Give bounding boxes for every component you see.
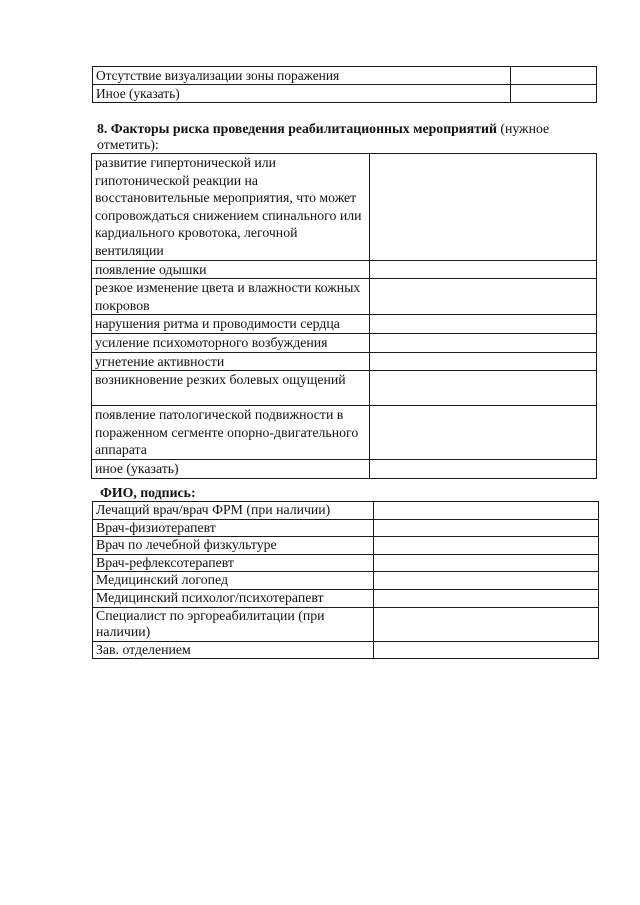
table-row: [92, 459, 597, 478]
table-row: [93, 67, 597, 85]
table-cell-value[interactable]: [511, 85, 597, 103]
signature-role-label: Врач-рефлексотерапевт: [93, 554, 374, 572]
table-row: [92, 333, 597, 352]
risk-factor-mark-cell[interactable]: [370, 315, 597, 334]
table-row: [92, 371, 597, 406]
signature-role-label: Зав. отделением: [93, 641, 374, 659]
signature-cell[interactable]: [374, 519, 599, 537]
risk-factor-label: появление патологической подвижности в пораженном сегменте опорно-двигательного аппарата: [92, 406, 370, 460]
signature-cell[interactable]: [374, 607, 599, 641]
signature-cell[interactable]: [374, 537, 599, 555]
signature-cell[interactable]: [374, 554, 599, 572]
risk-factor-mark-cell[interactable]: [370, 279, 597, 315]
section-8-heading-normal: (нужное отметить):: [97, 121, 550, 152]
signature-role-label: Специалист по эргореабилитации (при наличии): [93, 607, 374, 641]
risk-factor-label: иное (указать): [92, 459, 370, 478]
table-row: [92, 315, 597, 334]
risk-factor-label: угнетение активности: [92, 352, 370, 371]
table-row: [93, 589, 599, 607]
table-row: [93, 572, 599, 590]
signature-cell[interactable]: [374, 572, 599, 590]
top-table: [92, 66, 597, 103]
section-8-heading-bold: 8. Факторы риска проведения реабилитационных мероприятий: [97, 121, 497, 136]
risk-factor-mark-cell[interactable]: [370, 459, 597, 478]
risk-factor-label: усиление психомоторного возбуждения: [92, 333, 370, 352]
table-cell-label: Иное (указать): [93, 85, 511, 103]
table-row: [92, 406, 597, 460]
signature-role-label: Врач-физиотерапевт: [93, 519, 374, 537]
table-row: [93, 554, 599, 572]
signature-role-label: Врач по лечебной физкультуре: [93, 537, 374, 555]
risk-factor-mark-cell[interactable]: [370, 260, 597, 279]
risk-factor-mark-cell[interactable]: [370, 352, 597, 371]
signature-cell[interactable]: [374, 589, 599, 607]
risk-factor-mark-cell[interactable]: [370, 371, 597, 406]
risk-factor-mark-cell[interactable]: [370, 406, 597, 460]
signatures-heading: ФИО, подпись:: [100, 485, 196, 500]
risk-factor-mark-cell[interactable]: [370, 333, 597, 352]
risk-factor-label: возникновение резких болевых ощущений: [92, 371, 370, 406]
signature-cell[interactable]: [374, 641, 599, 659]
table-row: [92, 279, 597, 315]
table-row: [92, 352, 597, 371]
signature-role-label: Лечащий врач/врач ФРМ (при наличии): [93, 502, 374, 520]
section-8-heading: [97, 121, 597, 153]
risk-factor-label: развитие гипертонической или гипотонической реакции на восстановительные мероприятия, что может сопровождаться снижением спинального или кардиального кровотока, легочной вентиляции: [92, 154, 370, 261]
table-row: [93, 537, 599, 555]
table-cell-value[interactable]: [511, 67, 597, 85]
risk-factors-table: [91, 153, 597, 479]
table-row: [93, 607, 599, 641]
table-row: [93, 519, 599, 537]
risk-factor-mark-cell[interactable]: [370, 154, 597, 261]
signatures-table: [92, 501, 599, 659]
table-cell-label: Отсутствие визуализации зоны поражения: [93, 67, 511, 85]
table-row: [92, 260, 597, 279]
signature-role-label: Медицинский психолог/психотерапевт: [93, 589, 374, 607]
risk-factor-label: нарушения ритма и проводимости сердца: [92, 315, 370, 334]
table-row: [93, 502, 599, 520]
table-row: [93, 85, 597, 103]
table-row: [92, 154, 597, 261]
signature-role-label: Медицинский логопед: [93, 572, 374, 590]
risk-factor-label: появление одышки: [92, 260, 370, 279]
risk-factor-label: резкое изменение цвета и влажности кожных покровов: [92, 279, 370, 315]
signature-cell[interactable]: [374, 502, 599, 520]
table-row: [93, 641, 599, 659]
